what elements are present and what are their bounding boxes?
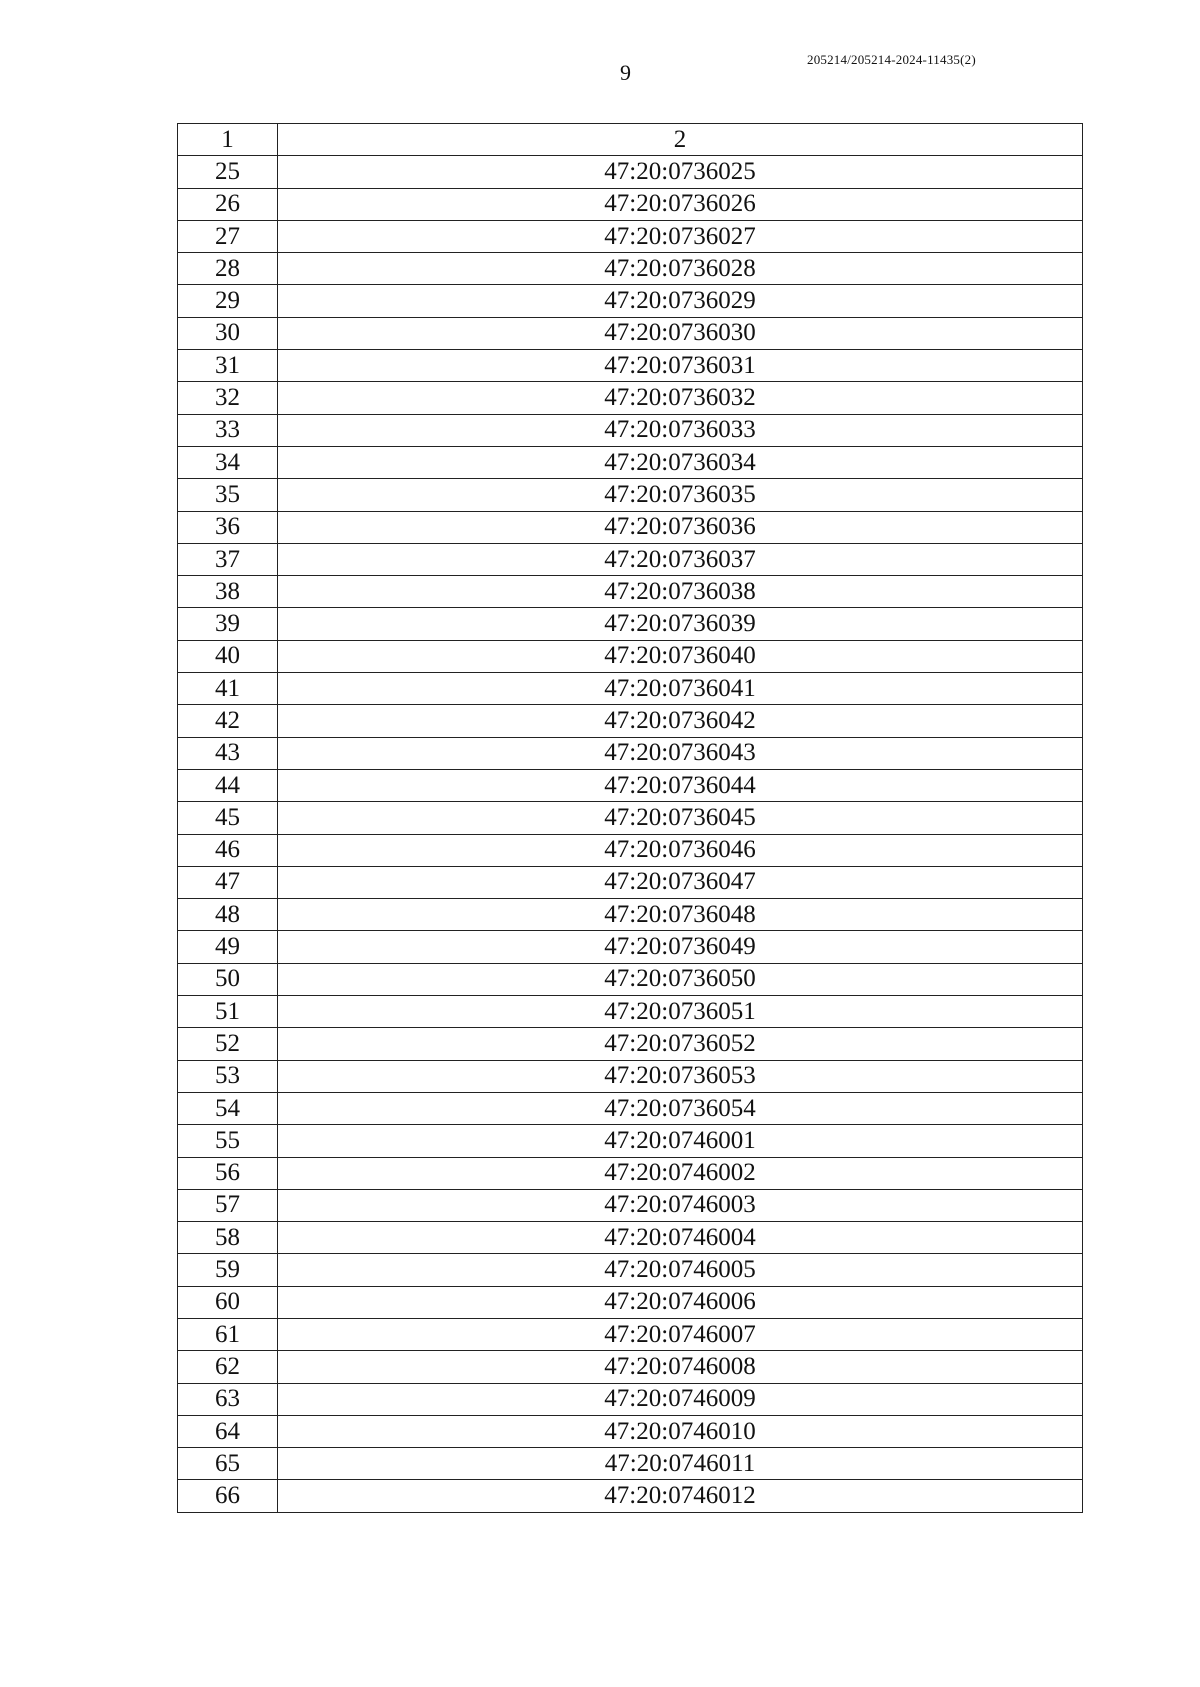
row-number-cell: 39: [178, 608, 278, 640]
cadastral-number-cell: 47:20:0746006: [278, 1286, 1083, 1318]
cadastral-number-cell: 47:20:0736034: [278, 446, 1083, 478]
table-row: [178, 1480, 1083, 1512]
cadastral-number-cell: 47:20:0736044: [278, 769, 1083, 801]
cadastral-number-cell: 47:20:0736050: [278, 963, 1083, 995]
cadastral-number-cell: 47:20:0736041: [278, 673, 1083, 705]
row-number-cell: 29: [178, 285, 278, 317]
cadastral-number-cell: 47:20:0736027: [278, 220, 1083, 252]
table-row: [178, 1157, 1083, 1189]
table-row: [178, 705, 1083, 737]
table-row: [178, 479, 1083, 511]
cadastral-number-cell: 47:20:0736026: [278, 188, 1083, 220]
row-number-cell: 53: [178, 1060, 278, 1092]
row-number-cell: 49: [178, 931, 278, 963]
row-number-cell: 64: [178, 1415, 278, 1447]
table-row: [178, 350, 1083, 382]
cadastral-number-cell: 47:20:0736038: [278, 576, 1083, 608]
cadastral-number-cell: 47:20:0736028: [278, 253, 1083, 285]
table-row: [178, 1092, 1083, 1124]
row-number-cell: 34: [178, 446, 278, 478]
row-number-cell: 63: [178, 1383, 278, 1415]
cadastral-number-cell: 47:20:0746001: [278, 1125, 1083, 1157]
table-row: [178, 576, 1083, 608]
cadastral-number-cell: 47:20:0746005: [278, 1254, 1083, 1286]
row-number-cell: 38: [178, 576, 278, 608]
table-row: [178, 899, 1083, 931]
cadastral-number-cell: 47:20:0736035: [278, 479, 1083, 511]
table-row: [178, 866, 1083, 898]
cadastral-number-cell: 47:20:0736036: [278, 511, 1083, 543]
table-row: [178, 1286, 1083, 1318]
cadastral-number-cell: 47:20:0736053: [278, 1060, 1083, 1092]
row-number-cell: 41: [178, 673, 278, 705]
row-number-cell: 51: [178, 996, 278, 1028]
table-row: [178, 1189, 1083, 1221]
row-number-cell: 45: [178, 802, 278, 834]
table-row: [178, 253, 1083, 285]
row-number-cell: 32: [178, 382, 278, 414]
row-number-cell: 37: [178, 543, 278, 575]
table-row: [178, 769, 1083, 801]
table-row: [178, 931, 1083, 963]
row-number-cell: 48: [178, 899, 278, 931]
cadastral-number-cell: 47:20:0736025: [278, 156, 1083, 188]
table-row: [178, 608, 1083, 640]
row-number-cell: 33: [178, 414, 278, 446]
row-number-cell: 25: [178, 156, 278, 188]
cadastral-number-cell: 47:20:0736042: [278, 705, 1083, 737]
cadastral-number-cell: 47:20:0736051: [278, 996, 1083, 1028]
cadastral-number-cell: 47:20:0736031: [278, 350, 1083, 382]
cadastral-number-cell: 47:20:0746012: [278, 1480, 1083, 1512]
row-number-cell: 27: [178, 220, 278, 252]
row-number-cell: 54: [178, 1092, 278, 1124]
table-row: [178, 1448, 1083, 1480]
cadastral-number-cell: 47:20:0736033: [278, 414, 1083, 446]
row-number-cell: 66: [178, 1480, 278, 1512]
row-number-cell: 36: [178, 511, 278, 543]
table-row: [178, 156, 1083, 188]
cadastral-number-cell: 47:20:0736052: [278, 1028, 1083, 1060]
table-row: [178, 1318, 1083, 1350]
table-header-row: [178, 124, 1083, 156]
cadastral-number-cell: 47:20:0746004: [278, 1222, 1083, 1254]
row-number-cell: 61: [178, 1318, 278, 1350]
row-number-cell: 30: [178, 317, 278, 349]
row-number-cell: 43: [178, 737, 278, 769]
table-row: [178, 1125, 1083, 1157]
cadastral-table: [177, 123, 1083, 1513]
cadastral-number-cell: 47:20:0736047: [278, 866, 1083, 898]
row-number-cell: 31: [178, 350, 278, 382]
table-row: [178, 1415, 1083, 1447]
row-number-cell: 52: [178, 1028, 278, 1060]
cadastral-number-cell: 47:20:0736054: [278, 1092, 1083, 1124]
table-row: [178, 996, 1083, 1028]
cadastral-number-cell: 47:20:0736043: [278, 737, 1083, 769]
row-number-cell: 28: [178, 253, 278, 285]
cadastral-number-cell: 47:20:0736037: [278, 543, 1083, 575]
row-number-cell: 42: [178, 705, 278, 737]
table-row: [178, 414, 1083, 446]
table-row: [178, 1028, 1083, 1060]
table-row: [178, 285, 1083, 317]
table-row: [178, 220, 1083, 252]
table-row: [178, 737, 1083, 769]
table-row: [178, 1254, 1083, 1286]
row-number-cell: 55: [178, 1125, 278, 1157]
row-number-cell: 50: [178, 963, 278, 995]
table-row: [178, 1351, 1083, 1383]
cadastral-number-cell: 47:20:0736039: [278, 608, 1083, 640]
row-number-cell: 40: [178, 640, 278, 672]
cadastral-number-cell: 47:20:0736030: [278, 317, 1083, 349]
cadastral-number-cell: 47:20:0736029: [278, 285, 1083, 317]
cadastral-number-cell: 47:20:0736049: [278, 931, 1083, 963]
cadastral-number-cell: 47:20:0746002: [278, 1157, 1083, 1189]
row-number-cell: 46: [178, 834, 278, 866]
table-row: [178, 317, 1083, 349]
column-header-1: 1: [178, 124, 278, 156]
table-row: [178, 1222, 1083, 1254]
cadastral-number-cell: 47:20:0736040: [278, 640, 1083, 672]
column-header-2: 2: [278, 124, 1083, 156]
row-number-cell: 65: [178, 1448, 278, 1480]
table-row: [178, 1060, 1083, 1092]
cadastral-number-cell: 47:20:0736048: [278, 899, 1083, 931]
cadastral-number-cell: 47:20:0746007: [278, 1318, 1083, 1350]
row-number-cell: 35: [178, 479, 278, 511]
table-row: [178, 382, 1083, 414]
table-row: [178, 802, 1083, 834]
table-row: [178, 834, 1083, 866]
table-row: [178, 511, 1083, 543]
cadastral-number-cell: 47:20:0746003: [278, 1189, 1083, 1221]
table-row: [178, 188, 1083, 220]
document-reference: 205214/205214-2024-11435(2): [807, 52, 976, 67]
table-row: [178, 543, 1083, 575]
row-number-cell: 26: [178, 188, 278, 220]
row-number-cell: 47: [178, 866, 278, 898]
cadastral-number-cell: 47:20:0746011: [278, 1448, 1083, 1480]
row-number-cell: 62: [178, 1351, 278, 1383]
cadastral-number-cell: 47:20:0746009: [278, 1383, 1083, 1415]
table-body: [178, 156, 1083, 1512]
table-row: [178, 1383, 1083, 1415]
row-number-cell: 44: [178, 769, 278, 801]
table-row: [178, 673, 1083, 705]
page-number: 9: [620, 60, 631, 85]
table-row: [178, 446, 1083, 478]
row-number-cell: 58: [178, 1222, 278, 1254]
cadastral-number-cell: 47:20:0746010: [278, 1415, 1083, 1447]
cadastral-number-cell: 47:20:0736032: [278, 382, 1083, 414]
cadastral-number-cell: 47:20:0736046: [278, 834, 1083, 866]
table-row: [178, 963, 1083, 995]
cadastral-number-cell: 47:20:0746008: [278, 1351, 1083, 1383]
row-number-cell: 60: [178, 1286, 278, 1318]
cadastral-table-container: [177, 123, 1082, 1513]
row-number-cell: 56: [178, 1157, 278, 1189]
row-number-cell: 59: [178, 1254, 278, 1286]
cadastral-number-cell: 47:20:0736045: [278, 802, 1083, 834]
table-row: [178, 640, 1083, 672]
row-number-cell: 57: [178, 1189, 278, 1221]
